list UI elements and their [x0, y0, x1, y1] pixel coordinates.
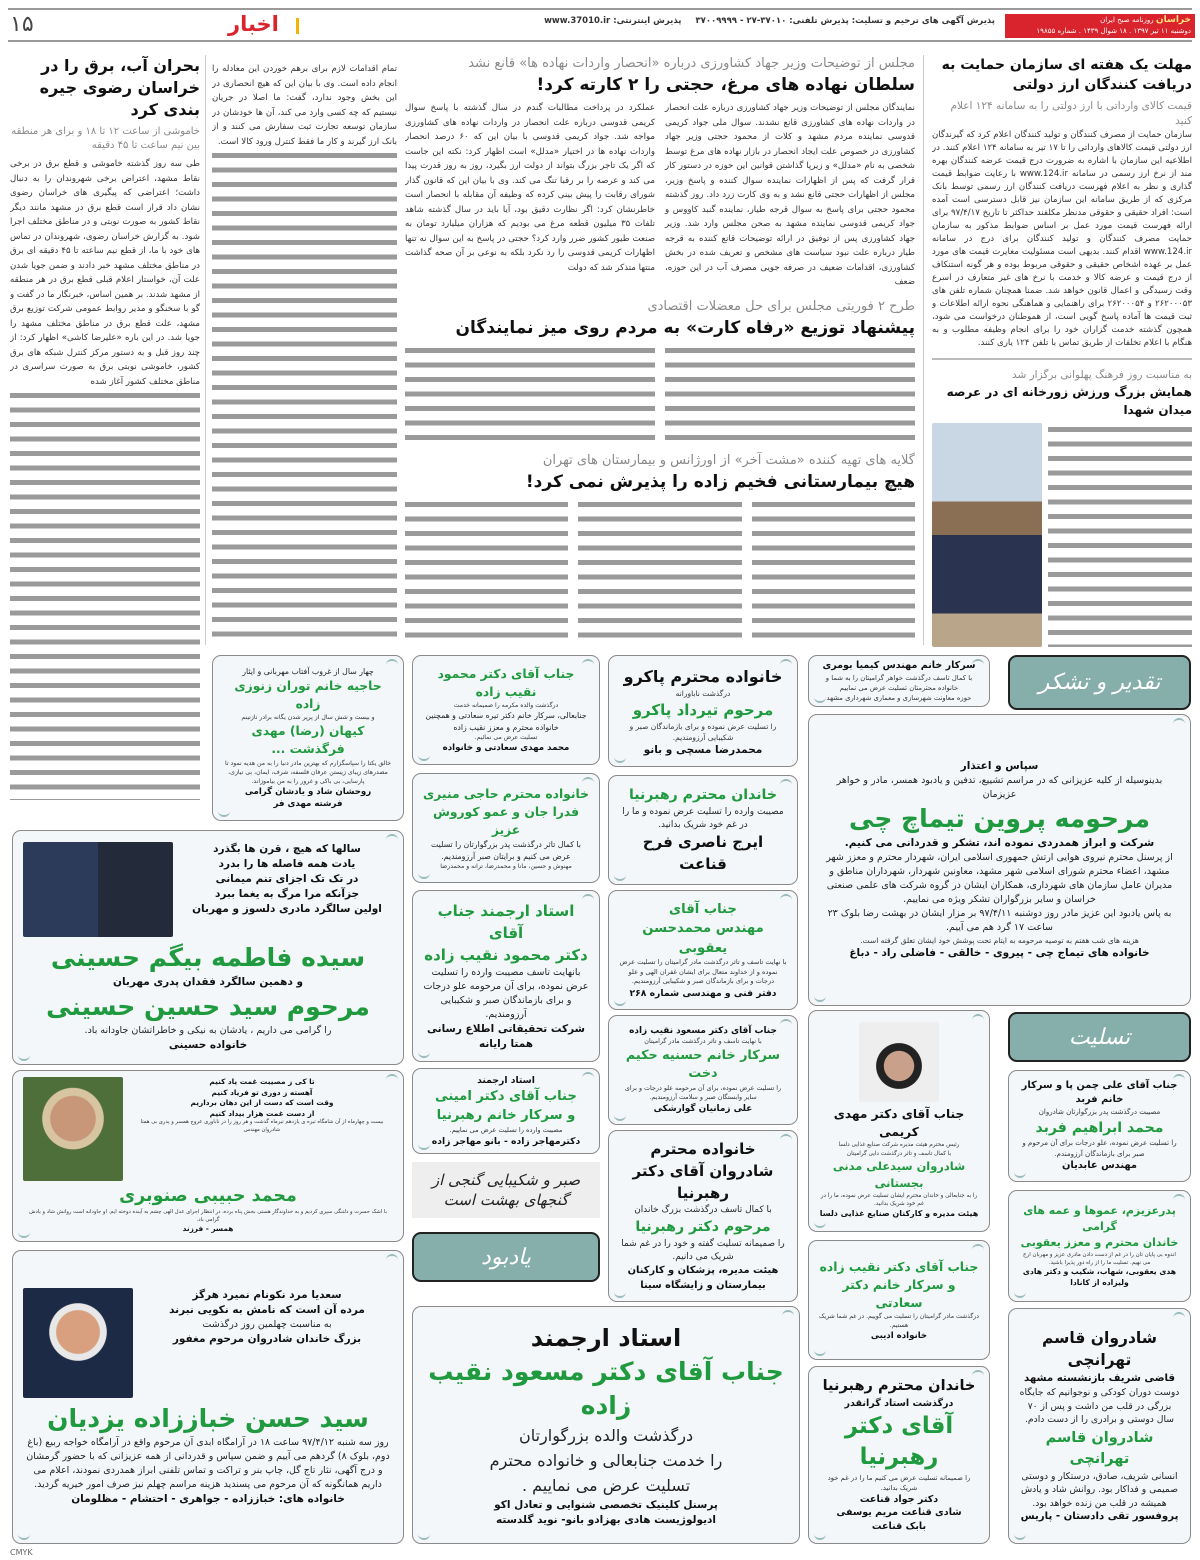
ad-line: جنابعالی، سرکار خانم دکتر تیره سعادتی و همچنین خانواده محترم و معزز نقیب زاده: [425, 711, 587, 732]
ad-line: یادت همه فاصله ها را بدرد: [218, 858, 356, 870]
ad-line: مهندس عابدیان: [1061, 1159, 1138, 1171]
obituary-ad: [608, 890, 798, 1010]
ad-line: حوزه معاونت شهرسازی و معماری شهرداری مشهد: [826, 693, 972, 702]
subsidy-headline: مهلت یک هفته ای سازمان حمایت به دریافت کنندگان ارز دولتی: [941, 57, 1192, 93]
ad-line: آهسته ز دوری تو فریاد کنیم: [211, 1087, 313, 1097]
ornament-icon: [780, 659, 792, 666]
logo-subtitle: روزنامه صبح ایران: [1100, 16, 1154, 24]
ad-line: استاد ارجمند: [530, 1324, 682, 1352]
ornament-icon: [218, 810, 230, 817]
ad-line: محمد مهدی سعادتی و خانواده: [442, 743, 570, 754]
ad-line: مصیبت وارده را تسلیت عرض می نماییم.: [449, 1125, 563, 1134]
ad-content: [423, 785, 589, 871]
ad-line: خانواده محترم حاجی منیری: [423, 786, 589, 801]
ad-line: درگذشت والده بزرگوارتان: [518, 1426, 694, 1445]
ad-line: مصیبت وارده را تسلیت عرض نموده و ما را در غم خود شریک بدانید.: [622, 806, 784, 830]
ad-line: را تسلیت عرض نموده و برای بازماندگان صبر و شکیبایی آرزومندیم.: [629, 721, 777, 742]
ad-line: بانهایت تاسف مصیبت وارده را تسلیت عرض نموده، برای آن مرحومه علو درجات و برای بازماندگان صبر و شکیبایی آرزومندیم.: [423, 967, 589, 1020]
zurkhaneh-content: [932, 423, 1192, 647]
ad-line: مرحوم سید حسین حسینی: [46, 992, 370, 1021]
refah-kicker: طرح ۲ فوریتی مجلس برای حل معضلات اقتصادی: [647, 298, 915, 314]
ornament-icon: [582, 1072, 594, 1079]
ad-line: مصیبت درگذشت پدر بزرگوارتان شادروان: [1038, 1107, 1161, 1117]
ad-line: شادروان قاسم تهرانچی: [1045, 1428, 1154, 1468]
divider: [932, 358, 1192, 360]
ad-content: [23, 1077, 393, 1235]
ad-line: با کمال تاسف درگذشت بزرگ خاندان: [634, 1205, 772, 1216]
ad-content: [619, 785, 787, 875]
ad-content: [819, 1258, 979, 1342]
newspaper-logo: [1005, 14, 1195, 38]
hospital-kicker: گلایه های تهیه کننده «مشت آخر» از اورژانس و بیمارستان های تهران: [542, 452, 915, 468]
ornament-icon: [582, 894, 594, 901]
ornament-icon: [1014, 1171, 1026, 1178]
column-divider: [923, 55, 924, 645]
ad-content: [423, 1322, 789, 1528]
ad-line: ایرج ناصری فرح قناعت: [642, 832, 764, 873]
middle-news-column: [405, 55, 915, 645]
ad-line: روحشان شاد و یادشان گرامی: [244, 786, 372, 797]
ornament-icon: [972, 659, 984, 666]
ad-line: را تسلیت عرض نموده، برای آن مرحومه علو درجات و برای سایر وابستگان صبر و سلامت آرزومندیم.: [624, 1084, 782, 1102]
ornament-icon: [814, 1349, 826, 1356]
ad-line: محمد حبیبی صنوبری: [119, 1186, 297, 1207]
obituary-ad: [12, 830, 404, 1065]
left-news-column: [10, 55, 200, 800]
ad-line: خالق یکتا را سپاسگزارم که بهترین مادر دنیا را به من هدیه نمود تا مصدرهای زیبای زیستن عرفان فلسفه، شرف، ایمان، بی نیازی، پارسایی، بی باکی و غرور را به من بیاموزاند.: [224, 759, 392, 785]
ad-line: قاضی شریف بازنشسته مشهد: [1023, 1372, 1176, 1384]
ornament-icon: [418, 1051, 430, 1058]
ad-line: دکتر محمود نقیب زاده: [424, 946, 588, 964]
ad-line: تسلیت عرض می نمائیم.: [474, 734, 538, 742]
ad-line: جناب آقای علی چمن پا و سرکار خانم فربد: [1021, 1080, 1178, 1106]
ad-line: سپاس و اعتذار: [960, 760, 1039, 772]
subsidy-body: سازمان حمایت از مصرف کنندگان و تولید کنندگان اعلام کرد که گیرندگان ارز دولتی قیمت کالاهای وارداتی را تا ۱۷ تیر به سامانه ۱۲۴ اعلام کنند. در اطلاعیه این سازمان با اشاره به ضرورت درج قیمت عرضه کنندگان بهره مند از نرخ ارز رسمی در سامانه www.124.ir با رعایت ضوابط قیمت گذاری و نظر به اعلام فهرست دریافت کنندگان ارز رسمی توسط بانک مرکزی که از طریق سامانه این سازمان نیز قابل دسترسی است آمده است: افراد حقیقی و حقوقی مدنظر مکلفند حداکثر تا تاریخ ۹۷/۴/۱۷ برای ارائه فهرست قیمت مورد عمل بر اساس ضوابط مذکور به سازمان حمایت مصرف کنندگان و تولید کنندگان برای درج در سامانه www.124.ir اقدام کنند. بدیهی است مسئولیت مغایرت قیمت های مورد عمل بر عهده اشخاص حقیقی و حقوقی مربوط بوده و هر گونه استنکاف از درج قیمت و عرضه کالا و خدمت با نرخ های غیر متعارف در اسرع وقت رسیدگی و اعمال قانون خواهد شد. ضمنا همچنان شماره تلفن های ۲۶۲۰۰۰۵۳ و ۲۶۲۰۰۰۵۴ برای راهنمایی و هماهنگی نحوه ارائه اطلاعات و ثبت قیمت ها آماده پاسخ گویی است، از هموطنان درخواست می شود، همچون گذشته خدمت گزاران خود را برای انجام وظیفه مطلوب و به هنگام با اعلام تخلفات از طریق تماس با تلفن ۱۲۴ یاری کنند.: [932, 130, 1192, 348]
ad-line: انسانی شریف، صادق، درستکار و دوستی صمیمی و فداکار بود. روانش شاد و یادش همیشه در قلب من زنده خواهد بود.: [1020, 1470, 1179, 1509]
ad-line: در تک تک اجزای تنم میمانی: [215, 873, 359, 885]
ornament-icon: [18, 1231, 30, 1238]
ad-line: رئیس محترم هیئت مدیره شرکت صنایع غذایی دلسا: [838, 1142, 960, 1149]
ad-line: دوست دوران کودکی و نوجوانیم که جایگاه بزرگی در قلب من داشت و پس از ۷۰ سال دوستی و برادری را از دست دادم.: [1019, 1387, 1180, 1426]
ad-line: با نهایت تاسف و تاثر درگذشت مادر گرامیتان را تسلیت عرض نموده و از خداوند متعال برای ایشان غفران الهی و علو درجات و برای بازماندگان صبر و شکیبایی آرزومندیم.: [619, 957, 787, 986]
ad-line: بابک قناعت: [871, 1521, 927, 1533]
ad-line: مرحوم دکتر رهبرنیا: [635, 1219, 771, 1236]
ad-line: بیست و چهارماه از آن شامگاه تیره ی یازدهم تیرماه گذشت و هر روز را در ناباوری عروج همسر و پدری بی همتا شادروان مهندس: [140, 1119, 384, 1133]
refah-body-right: [665, 344, 915, 444]
ad-line: هیئت مدیره و کارکنان صنایع غذایی دلسا: [819, 1209, 979, 1219]
continued-column: [212, 62, 397, 644]
obituary-ad: [808, 655, 990, 707]
ad-line: سالها که هیچ ، قرن ها بگذرد: [213, 843, 361, 855]
ad-line: دکترمهاجر زاده - بانو مهاجر زاده: [431, 1136, 581, 1148]
ornament-icon: [780, 1019, 792, 1026]
ornament-icon: [18, 1054, 30, 1061]
ad-line: شادروان قاسم تهرانچی: [1042, 1329, 1157, 1370]
ad-line: خاندان محترم و معزز یعقوبی: [1020, 1236, 1179, 1250]
ad-line: با کمال تاسف و تاثر درگذشت دایی گرامیتان: [846, 1150, 952, 1157]
ad-content: [619, 1139, 787, 1292]
ad-line: سعدیا مرد نکونام نمیرد هرگز: [192, 1288, 342, 1301]
ad-line: درگذشت استاد گرانقدر: [844, 1398, 954, 1410]
power-body-continued: [10, 389, 200, 800]
ad-content: [23, 842, 393, 1053]
ad-line: خانواده ادیبی: [870, 1330, 928, 1341]
ornament-icon: [418, 1533, 430, 1540]
thanks-banner: تقدیر و تشکر: [1008, 655, 1191, 710]
chicken-kicker: مجلس از توضیحات وزیر جهاد کشاورزی درباره «انحصار واردات نهاده ها» قانع نشد: [468, 56, 915, 71]
continued-body-text: [212, 149, 397, 644]
ad-line: و سرکار خانم رهبرنیا: [436, 1108, 576, 1124]
zurkhaneh-photo: [932, 423, 1042, 647]
obituary-ad: [412, 1068, 600, 1154]
obituary-ad: [608, 1015, 798, 1125]
obituary-ad: [12, 1250, 404, 1544]
ornament-icon: [418, 754, 430, 761]
condolence-banner: تسلیت: [1008, 1012, 1191, 1062]
ornament-icon: [1014, 1533, 1026, 1540]
ornament-icon: [18, 1533, 30, 1540]
header-rule: [8, 40, 1192, 42]
ornament-icon: [418, 1143, 430, 1150]
ornament-icon: [386, 1254, 398, 1261]
ad-line: مرده آن است که نامش به نکویی نبرند: [169, 1303, 365, 1316]
ad-line: به مناسبت چهلمین روز درگذشت: [202, 1318, 332, 1330]
ad-content: [423, 1074, 589, 1149]
ads-contact: [544, 16, 995, 26]
ad-line: آقای دکتر رهبرنیا: [844, 1412, 954, 1470]
obituary-ad: [412, 773, 600, 883]
ad-line: جزآنکه مرا مرگ به یغما ببرد: [214, 888, 360, 900]
ornament-icon: [386, 834, 398, 841]
ad-line: درگذشت ناباورانه: [675, 688, 731, 698]
ad-line: مهندس محمدحسن یعقوبی: [642, 921, 764, 956]
cmyk-mark: CMYK: [10, 1548, 33, 1557]
hospital-body: [405, 498, 915, 646]
ad-content: [423, 665, 589, 754]
ad-line: با نهایت تاسف و تاثر درگذشت مادر گرامیتان: [644, 1037, 762, 1046]
obituary-ad: [412, 1306, 800, 1544]
couple-photo: [23, 842, 173, 937]
ad-content: [819, 1376, 979, 1533]
ad-content: [619, 900, 787, 1000]
ad-line: خانواده محترم: [650, 1140, 756, 1159]
ad-line: را تسلیت عرض نموده، علو درجات برای آن مرحوم و صبر برای بازماندگان آرزومندم.: [1022, 1138, 1177, 1158]
issue-date: دوشنبه ۱۱ تیر ۱۳۹۷ . ۱۸ شوال ۱۴۳۹ . شماره ۱۹۸۵۵: [1036, 27, 1191, 35]
ornament-icon: [386, 659, 398, 666]
ad-line: سیده فاطمه بیگم حسینی: [50, 943, 366, 972]
ad-line: خاندان محترم رهبرنیا: [628, 786, 778, 803]
section-bar: [296, 18, 299, 34]
subsidy-kicker: قیمت کالای وارداتی با ارز دولتی را به سامانه ۱۲۴ اعلام کنید: [950, 100, 1192, 127]
ad-content: [619, 665, 787, 758]
ad-line: بدینوسیله از کلیه عزیزانی که در مراسم تشییع، تدفین و یادبود همسر، مادر و خواهر عزیزمان: [836, 775, 1163, 800]
ad-line: چهار سال از غروب آفتاب مهربانی و ایثار: [242, 666, 374, 676]
ad-line: شرکت تحقیقاتی اطلاع رسانی همتا رایانه: [427, 1023, 585, 1050]
ad-line: محمدرضا مسچی و بانو: [643, 743, 763, 756]
page-number: ۱۵: [10, 12, 34, 37]
ad-content: [23, 1288, 393, 1507]
ornament-icon: [780, 779, 792, 786]
chicken-headline: سلطان نهاده های مرغ، حجتی را ۲ کارته کرد!: [536, 75, 915, 95]
obituary-ad: [808, 714, 1191, 1006]
ornament-icon: [814, 1221, 826, 1228]
ad-line: وقت است که دست از این دهان برداریم: [190, 1098, 334, 1108]
ad-line: با کمال تاسف درگذشت خواهر گرامیتان را به شما و خانواده محترمتان تسلیت عرض می نماییم: [825, 673, 973, 692]
ad-line: شادی قناعت مریم یوسفی: [836, 1507, 962, 1519]
ad-line: با کمال تاثر درگذشت پدر بزرگوارتان را تسلیت عرض می کنیم و برایتان صبر آرزومندیم.: [431, 840, 581, 861]
zurkhaneh-body-text: [1048, 423, 1192, 647]
ad-line: به پاس یادبود این عزیز مادر روز دوشنبه ۹۷/۴/۱۱ بر مزار ایشان در بهشت رضا بلوک ۲۳ ساعت ۱۷ گرد هم می آییم.: [827, 908, 1172, 933]
power-headline: بحران آب، برق را در خراسان رضوی جیره بندی کرد: [39, 56, 200, 119]
ad-line: را به جنابعالی و خاندان محترم ایشان تسلیت عرض نموده، ما را در غم خود شریک بدانید.: [820, 1192, 978, 1207]
ad-line: خانواده های تیماج چی - پیروی - خالقی - فاضلی راد - دباغ: [849, 947, 1150, 959]
ornament-icon: [972, 1014, 984, 1021]
ornament-icon: [614, 756, 626, 763]
portrait-photo: [23, 1288, 133, 1398]
ornament-icon: [582, 659, 594, 666]
ad-line: هدی یعقوبی، شهاب، شکیب و دکتر هادی ولیزاده از کانادا: [1022, 1267, 1177, 1288]
obituary-ad: [412, 655, 600, 765]
ad-line: جناب آقای دکتر نقیب زاده: [819, 1259, 979, 1274]
ornament-icon: [1173, 718, 1185, 725]
ornament-icon: [782, 1310, 794, 1317]
ornament-icon: [1173, 1194, 1185, 1201]
ad-line: تسلیت عرض می نماییم .: [521, 1476, 691, 1495]
ad-line: درگذشت مادر گرامیتان را تسلیت می گوییم. در غم شما شریک هستیم.: [819, 1312, 979, 1329]
ad-line: جناب آقای دکتر مسعود نقیب زاده: [629, 1025, 777, 1036]
ad-line: با اشک حسرت و دلتنگی سپری کردیم و به خداوندگار هستی بخش پناه برده، در انتظار اجرای عدل الهی چشم به آینده دوخته ایم. او جاودانه است روانش شاد و یادش گرامی باد.: [29, 1208, 387, 1223]
ad-content: [819, 1022, 979, 1219]
ad-line: محمد ابراهیم فربد: [1035, 1119, 1164, 1136]
chicken-body-left: عملکرد در پرداخت مطالبات گندم در سال گذشته با پاسخ سوال کریمی قدوسی درباره علت انحصار در واردات نهاده های کشاورزی مواجه شد. جواد کریمی قدوسی با بیان این که ۶۰ درصد انحصار واردات نهاده ها در اختیار «مدلل» است اظهار کرد: نکته این جاست که اگر یک تاجر بزرگ بتواند از دولت ارز بگیرد، روز به روز قدرت پیدا می کند و عرصه را بر رقبا تنگ می کند. وی با بیان این که قانون گذار شورای رقابت را پیش بینی کرده که وظیفه آن مقابله با انحصار است خاطرنشان کرد: اگر نظارت دقیق بود، آیا باید در سال گذشته شاهد تلفات ۳۵ میلیون قطعه مرغ می بودیم که هزاران میلیارد تومان به صنعت طیور کشور ضرر وارد کرد؟ حجتی در پاسخ به این سوال نه تنها اظهارات کریمی قدوسی را رد نکرد بلکه به نوعی بر آن صحه گذاشت منتها متذکر شد که دولت: [405, 103, 656, 273]
obituary-ad: [608, 775, 798, 885]
section-title: اخبار: [228, 12, 279, 36]
obituary-ad: [608, 1130, 798, 1302]
ad-line: سرکار خانم حسنیه حکیم دخت: [625, 1047, 781, 1082]
obituary-ad: [808, 1366, 990, 1544]
ad-content: [619, 1025, 787, 1116]
ad-line: را صمیمانه تسلیت عرض می کنیم ما را در غم خود شریک بدانید.: [827, 1473, 971, 1492]
refah-body: [405, 344, 915, 444]
refah-headline: پیشنهاد توزیع «رفاه کارت» به مردم روی میز نمایندگان: [455, 317, 915, 338]
ad-content: [1019, 1327, 1180, 1525]
ad-line: جناب آقای دکتر محمود نقیب زاده: [437, 667, 575, 700]
ad-line: سید حسن خباززاده یزدیان: [47, 1403, 369, 1433]
ad-line: همسر - فرزند: [182, 1224, 234, 1234]
ad-line: هیئت مدیره، پزشکان و کارکنان بیمارستان و زایشگاه سینا: [627, 1265, 779, 1291]
power-body: طی سه روز گذشته خاموشی و قطع برق در برخی نقاط مشهد، اعتراض برخی شهروندان را به دنبال داشت؛ اعتراضی که پیگیری های خراسان رضوی نشان داد قرار است قطع برق در مشهد مانند دیگر نقاط کشور به صورت نوبتی و در مناطق مختلف اجرا شود. به گزارش خراسان رضوی، شهروندان در تماس های خود با ما، از قطع نیم ساعته تا ۴۵ دقیقه ای برق در مناطق مختلف مشهد خبر دادند و ضمن جویا شدن علت آن، خواستار اعلام قبلی قطع برق در هر منطقه از مشهد شدند. بر همین اساس، خبرنگار ما در گفت و گو با سخنگو و مدیر روابط عمومی شرکت توزیع برق مشهد، علت قطع برق در مناطق مختلف مشهد را جویا شد. در این باره «علیرضا کاشی» اظهار کرد: از چند روز قبل و به دستور مرکز کنترل شبکه های برق کشور، خاموشی نوبتی برق به صورت سراسری در مناطق مختلف کشور آغاز شده: [10, 159, 200, 387]
ad-content: [819, 759, 1180, 961]
ad-line: استاد ارجمند جناب آقای: [437, 902, 575, 942]
obituary-ad: [212, 655, 404, 821]
ad-line: شادروان آقای دکتر رهبرنیا: [632, 1162, 774, 1202]
ornament-icon: [386, 1074, 398, 1081]
ad-line: از دست غمت هزار بیداد کنیم: [209, 1108, 315, 1118]
ad-line: استاد ارجمند: [477, 1074, 535, 1086]
ornament-icon: [614, 874, 626, 881]
hospital-body-2: [578, 498, 741, 646]
chicken-body: [405, 101, 915, 290]
ornament-icon: [614, 999, 626, 1006]
ad-line: مهنوش و حسین، مانا و محمدرضا، ترانه و محمدرضا: [440, 863, 572, 871]
ornament-icon: [1014, 1291, 1026, 1298]
ornament-icon: [814, 995, 826, 1002]
ads-phone: پذیرش آگهی های ترحیم و تسلیت: پذیرش تلفنی: ۳۷۰۱۰-۲۷ - ۳۷۰۰۹۹۹۹: [695, 16, 995, 26]
ad-line: را صمیمانه تسلیت گفته و خود را در غم شما شریک می دانیم.: [621, 1239, 785, 1263]
ad-line: بزرگ خاندان شادروان مرحوم مغفور: [172, 1332, 362, 1345]
ad-content: [1019, 1079, 1180, 1173]
ad-line: مرحوم تیرداد پاکرو: [632, 700, 774, 719]
zurkhaneh-kicker: به مناسبت روز فرهنگ پهلوانی برگزار شد: [1011, 369, 1192, 381]
ad-line: اندوه بی پایان تان را در غم از دست دادن مادری عزیز و مهربان ارج می نهیم. تسلیت ما را از راه دور پذیرا باشید.: [1023, 1252, 1176, 1267]
ornament-icon: [972, 1244, 984, 1251]
ad-line: خانواده حسینی: [168, 1039, 248, 1051]
ad-line: پدرعزیزم، عموها و عمه های گرامی: [1023, 1203, 1176, 1233]
ad-line: و بیست و شش سال از پرپر شدن یگانه برادر نازنینم: [241, 714, 375, 722]
ad-line: پرسنل کلینیک تخصصی شنوایی و تعادل اکو: [494, 1499, 718, 1511]
hospital-body-1: [752, 498, 915, 646]
column-divider: [205, 55, 206, 645]
chicken-body-continued: تمام اقدامات لازم برای برهم خوردن این معادله را انجام داده است. وی با بیان این که هیچ انحصاری در این بخش وجود ندارد، گفت: ما اصلا در جریان نیستیم که چه کسی وارد می کند، آن ها خودشان در سازمان توسعه تجارت ثبت سفارش می کنند و از بانک ارز گیرند و کار ما فقط کنترل ورود کالا است.: [212, 64, 397, 147]
ads-web[interactable]: پذیرش اینترنتی: www.37010.ir: [544, 16, 682, 26]
ad-line: سرکار خانم مهندس کیمیا بومری: [822, 660, 976, 672]
top-rule: [8, 8, 1192, 10]
ad-line: خاندان محترم رهبرنیا: [822, 1377, 976, 1395]
ad-line: دفتر فنی و مهندسی شماره ۲۶۸: [629, 987, 777, 999]
ornament-icon: [1173, 1074, 1185, 1081]
portrait-photo: [859, 1022, 939, 1102]
ad-line: هزینه های شب هفتم به توصیه مرحومه به ایتام تحت پوشش خود ایشان تعلق گرفته است.: [860, 936, 1139, 945]
right-news-column: [932, 55, 1192, 647]
obituary-ad: [412, 890, 600, 1062]
ad-line: مرحومه پروین تیماچ چی: [849, 804, 1150, 833]
obituary-ad: [1008, 1070, 1191, 1182]
ad-line: جناب آقای دکتر مهدی کریمی: [833, 1107, 965, 1139]
ad-line: را گرامی می داریم ، یادشان به نیکی و خاطراتشان جاودانه باد.: [84, 1025, 332, 1036]
obituary-ad: [1008, 1308, 1191, 1544]
ornament-icon: [418, 872, 430, 879]
ad-line: اولین سالگرد مادری دلسوز و مهربان: [192, 903, 382, 915]
obituary-ad: [808, 1010, 990, 1232]
refah-body-left: [405, 344, 655, 444]
ad-line: پروفسور تقی دادستان - پاریس: [1020, 1511, 1179, 1523]
ornament-icon: [614, 1291, 626, 1298]
obituary-ad: [808, 1240, 990, 1360]
hospital-headline: هیچ بیمارستانی فخیم زاده را پذیرش نمی کرد!: [525, 471, 915, 492]
zurkhaneh-headline: همایش بزرگ ورزش زورخانه ای در عرصه میدان شهدا: [946, 385, 1192, 417]
ad-content: [423, 900, 589, 1052]
ad-line: فرشته مهدی فر: [273, 798, 343, 809]
ornament-icon: [614, 1114, 626, 1121]
hospital-body-3: [405, 498, 568, 646]
obituary-ad: [1008, 1190, 1191, 1302]
chicken-body-right: نمایندگان مجلس از توضیحات وزیر جهاد کشاورزی درباره علت انحصار در واردات نهاده های کشاورزی قانع نشدند. سوال ملی جواد کریمی قدوسی نماینده مردم مشهد و کلات از محمود حجتی وزیر جهاد کشاورزی در خصوص علت ایجاد انحصار در بازار نهاده های مرغ توسط شخصی به نام «مدلل» و زیرپا گذاشتن قوانین این حوزه در دستور کار قرار گرفت که پس از اظهارات نماینده سوال کننده و پاسخ وزیر، مجلس از اظهارات حجتی قانع نشد و به وی کارت زرد داد. روز گذشته محمود حجتی برای پاسخ به سوال قرجه طیار، نماینده گنبد کاووس و جواد کریمی قدوسی نماینده مشهد به صحن مجلس وارد شد. وزیر جهاد کشاورزی پس از توفیق در ارائه توضیحات قانع کننده به قرجه طیار درباره علت نبود سیاست های مشخص و تعریف شده در بخش کشاورزی، اقدامات ضعیف در صرفه جویی مصرف آب در این حوزه، ضعف: [665, 103, 915, 287]
ad-line: جناب آقای: [669, 901, 737, 917]
ad-line: شادروان سیدعلی مدنی بجستانی: [832, 1159, 966, 1190]
ornament-icon: [972, 1370, 984, 1377]
memorial-banner: یادبود: [412, 1232, 600, 1282]
portrait-photo: [23, 1077, 123, 1181]
ornament-icon: [780, 894, 792, 901]
ad-line: فدرا جان و عمو کوروش عزیز: [432, 804, 580, 838]
ornament-icon: [582, 777, 594, 784]
logo-name: خراسان: [1155, 15, 1191, 25]
obituary-ad: [608, 655, 798, 767]
ad-line: تا کی ز مصیبت غمت یاد کنیم: [209, 1077, 315, 1087]
ad-line: جناب آقای دکتر امینی: [435, 1088, 577, 1104]
ad-line: کیهان (رضا) مهدی فرگذشت ...: [251, 724, 365, 757]
ad-line: جناب آقای دکتر مسعود نقیب زاده: [428, 1357, 784, 1420]
calligraphy-quote: صبر و شکیبایی گنجی از گنجهای بهشت است: [412, 1162, 600, 1218]
ad-line: و سرکار خانم دکتر سعادتی: [842, 1277, 956, 1310]
ad-line: روز سه شنبه ۹۷/۴/۱۲ ساعت ۱۸ در آرامگاه ابدی آن مرحوم واقع در آرامگاه خواجه ربیع (باغ دوم، بلوک ۸) گردهم می آییم و ضمن سپاس و قدردانی از همه عزیزانی که با حضور گرمشان و درج آگهی، نثار تاج گل، چاپ بنر و تراکت و تماس تلفنی ابراز همدردی نمودند، اعلام می داریم همانگونه که آن مرحوم می پسندید هزینه مراسم چهلم نیز صرف امور خیریه گردید.: [26, 1436, 390, 1490]
ad-line: درگذشت والده مکرمه را صمیمانه خدمت: [453, 702, 559, 710]
ad-line: را خدمت جنابعالی و خانواده محترم: [489, 1451, 723, 1470]
ad-content: [1019, 1203, 1180, 1289]
ad-content: [819, 659, 979, 703]
ad-line: دکتر جواد قناعت: [859, 1493, 939, 1505]
ornament-icon: [780, 1134, 792, 1141]
obituary-ad: [12, 1070, 404, 1242]
ad-line: علی زمانیان گوارشکی: [653, 1103, 753, 1114]
power-kicker: خاموشی از ساعت ۱۲ تا ۱۸ و برای هر منطقه بین نیم ساعت تا ۴۵ دقیقه: [11, 126, 200, 151]
ad-line: حاجیه خانم توران زنوزی زاده: [234, 679, 382, 712]
ornament-icon: [1173, 1312, 1185, 1319]
ad-line: شرکت و ابراز همدردی نموده اند، تشکر و قدردانی می کنیم.: [844, 837, 1155, 849]
ad-line: و دهمین سالگرد فقدان پدری مهربان: [112, 976, 304, 988]
ad-line: خانواده های: خباززاده - جواهری - احتشام - مظلومان: [71, 1492, 345, 1505]
ad-content: [223, 666, 393, 810]
ad-line: ادیولوژیست هادی بهزادو بانو- نوید گلدسته: [496, 1514, 716, 1526]
ornament-icon: [814, 1533, 826, 1540]
ad-line: از پرسنل محترم نیروی هوایی ارتش جمهوری اسلامی ایران، شهردار محترم و معزز شهر مشهد، اعضاء محترم شورای اسلامی شهر مشهد، معاونین شهردار، شهرداران مناطق و مدیران عامل سازمان های شهرداری، همکاران ایشان در گروه شرکت های علمی صنعتی خراسان و سایر بزرگواران تشکر ویژه می نماییم.: [826, 852, 1173, 905]
ad-line: خانواده محترم پاکرو: [623, 666, 783, 686]
